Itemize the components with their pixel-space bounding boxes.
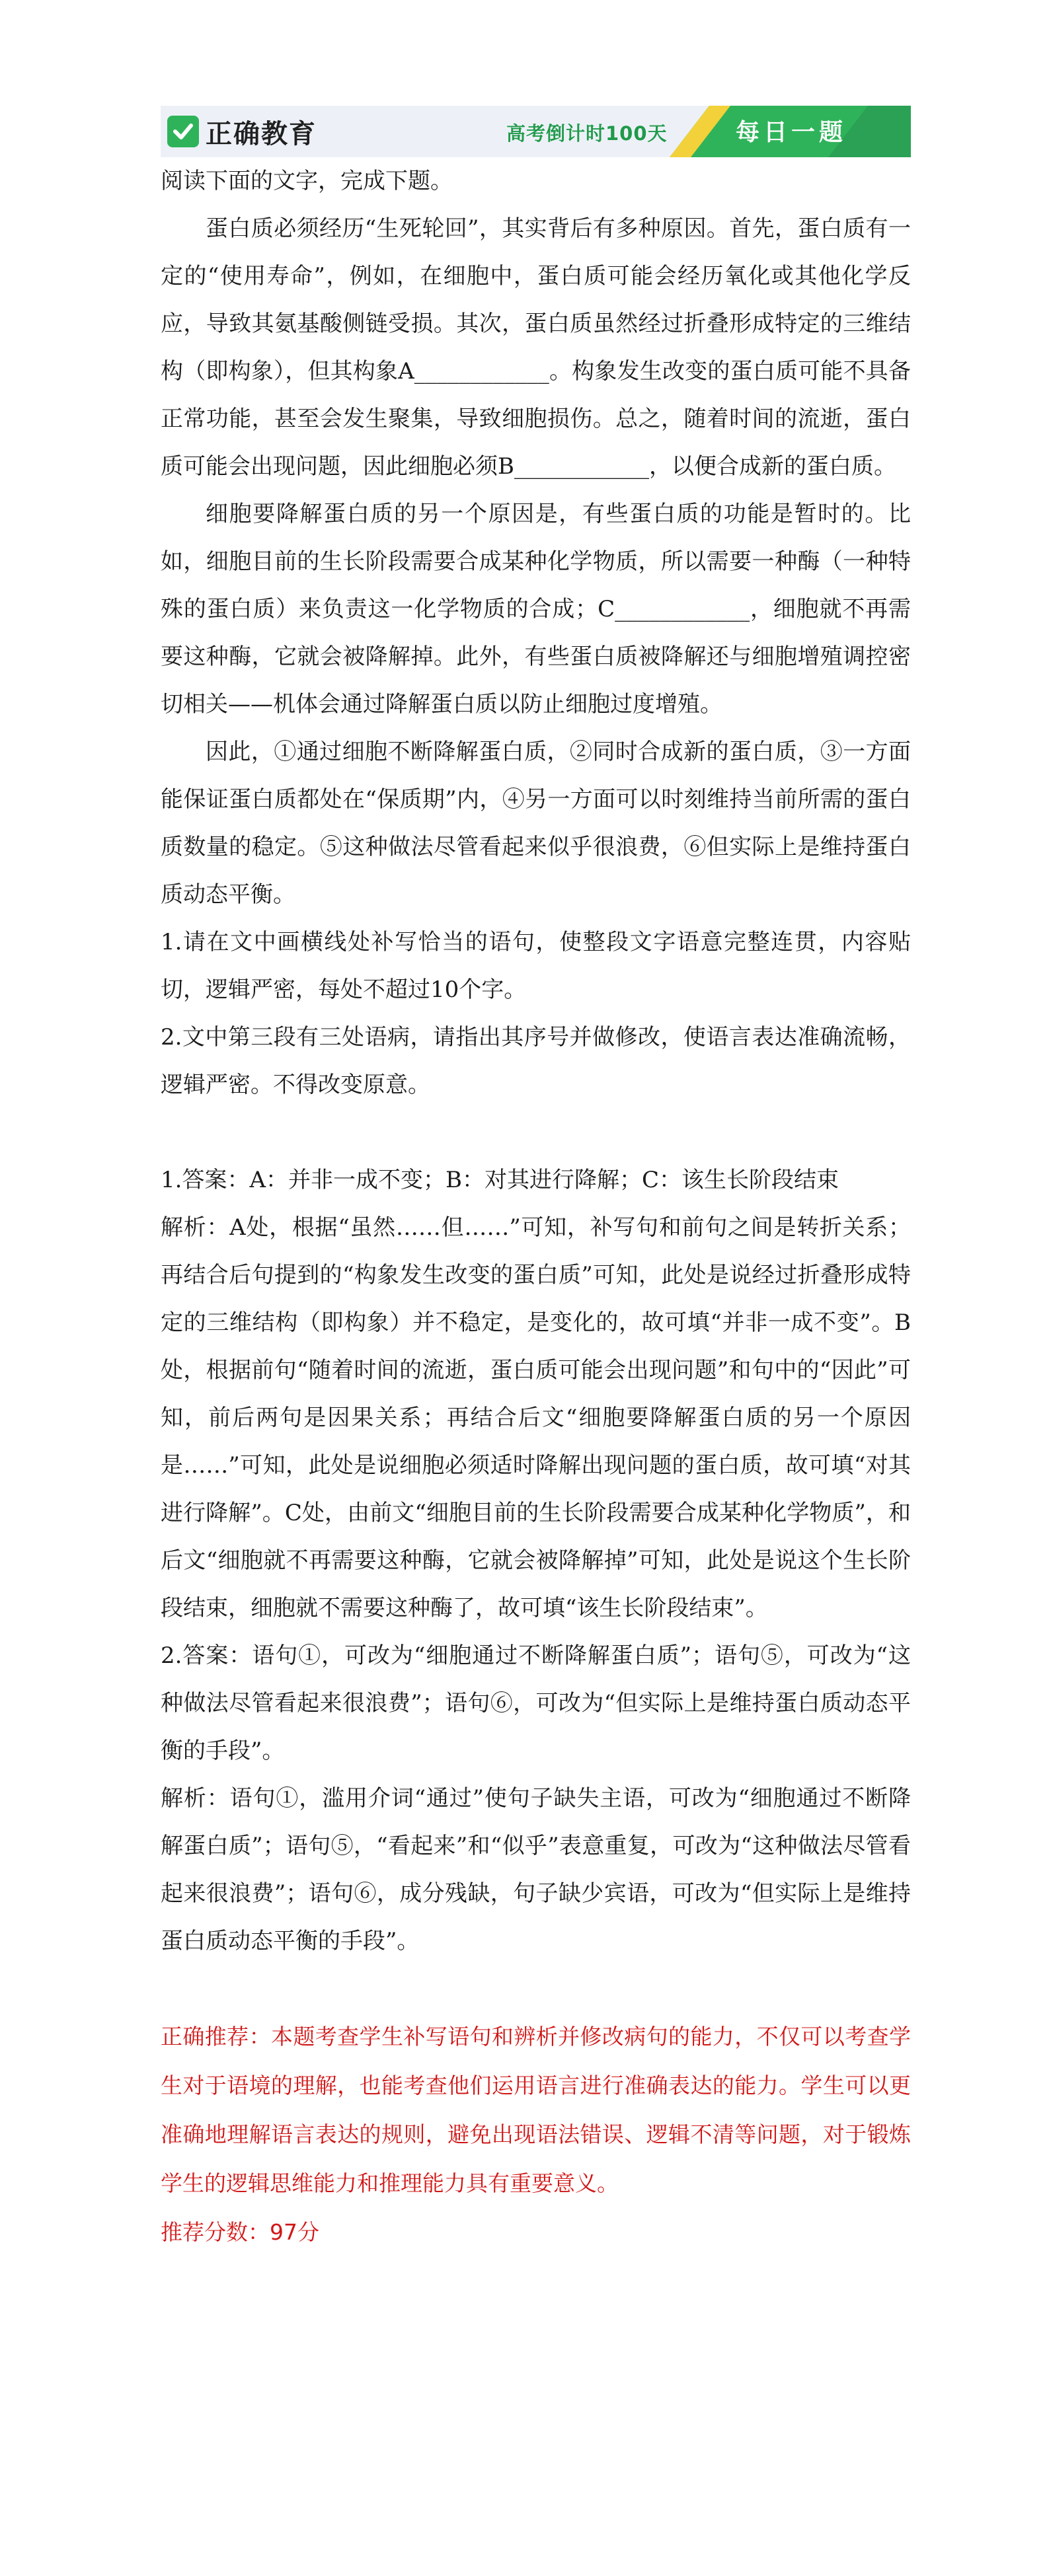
- article-content: [161, 157, 911, 2257]
- answer-1: 1.答案：A：并非一成不变；B：对其进行降解；C：该生长阶段结束: [161, 1167, 839, 1193]
- recommendation-score: 推荐分数：97分: [161, 2219, 319, 2245]
- reading-instruction: 阅读下面的文字，完成下题。: [161, 168, 453, 194]
- answer-2-analysis: 解析：语句①，滥用介词“通过”使句子缺失主语，可改为“细胞通过不断降解蛋白质”；语句⑤，“看起来”和“似乎”表意重复，可改为“这种做法尽管看起来很浪费”；语句⑥，成分残缺，句子缺少宾语，可改为“但实际上是维持蛋白质动态平衡的手段”。: [161, 1785, 911, 1954]
- passage-paragraph-3: 因此，①通过细胞不断降解蛋白质，②同时合成新的蛋白质，③一方面能保证蛋白质都处在“保质期”内，④另一方面可以时刻维持当前所需的蛋白质数量的稳定。⑤这种做法尽管看起来似乎很浪费，⑥但实际上是维持蛋白质动态平衡。: [161, 739, 911, 908]
- spacer: [161, 1109, 911, 1156]
- header-banner: [161, 106, 911, 157]
- question-1: 1.请在文中画横线处补写恰当的语句，使整段文字语意完整连贯，内容贴切，逻辑严密，每处不超过10个字。: [161, 929, 911, 1003]
- passage-paragraph-2: 细胞要降解蛋白质的另一个原因是，有些蛋白质的功能是暂时的。比如，细胞目前的生长阶段需要合成某种化学物质，所以需要一种酶（一种特殊的蛋白质）来负责这一化学物质的合成；C____________，细胞就不再需要这种酶，它就会被降解掉。此外，有些蛋白质被降解还与细胞增殖调控密切相关——机体会通过降解蛋白质以防止细胞过度增殖。: [161, 501, 911, 718]
- countdown-label: 高考倒计时100天: [506, 122, 668, 145]
- question-2: 2.文中第三段有三处语病，请指出其序号并做修改，使语言表达准确流畅，逻辑严密。不得改变原意。: [161, 1024, 911, 1098]
- checkmark-icon: [167, 116, 199, 147]
- brand-name: 正确教育: [206, 118, 317, 149]
- spacer: [161, 1965, 911, 2012]
- recommendation-text: 正确推荐：本题考查学生补写语句和辨析并修改病句的能力，不仅可以考查学生对于语境的理解，也能考查他们运用语言进行准确表达的能力。学生可以更准确地理解语言表达的规则，避免出现语法错误、逻辑不清等问题，对于锻炼学生的逻辑思维能力和推理能力具有重要意义。: [161, 2024, 911, 2196]
- answer-1-analysis: 解析：A处，根据“虽然……但……”可知，补写句和前句之间是转折关系；再结合后句提到的“构象发生改变的蛋白质”可知，此处是说经过折叠形成特定的三维结构（即构象）并不稳定，是变化的，故可填“并非一成不变”。B处，根据前句“随着时间的流逝，蛋白质可能会出现问题”和句中的“因此”可知，前后两句是因果关系；再结合后文“细胞要降解蛋白质的另一个原因是……”可知，此处是说细胞必须适时降解出现问题的蛋白质，故可填“对其进行降解”。C处，由前文“细胞目前的生长阶段需要合成某种化学物质”，和后文“细胞就不再需要这种酶，它就会被降解掉”可知，此处是说这个生长阶段结束，细胞就不需要这种酶了，故可填“该生长阶段结束”。: [161, 1214, 911, 1621]
- brand-logo: [167, 112, 317, 151]
- passage-paragraph-1: 蛋白质必须经历“生死轮回”，其实背后有多种原因。首先，蛋白质有一定的“使用寿命”，例如，在细胞中，蛋白质可能会经历氧化或其他化学反应，导致其氨基酸侧链受损。其次，蛋白质虽然经过折叠形成特定的三维结构（即构象），但其构象A____________。构象发生改变的蛋白质可能不具备正常功能，甚至会发生聚集，导致细胞损伤。总之，随着时间的流逝，蛋白质可能会出现问题，因此细胞必须B____________，以便合成新的蛋白质。: [161, 215, 911, 480]
- daily-question-label: 每日一题: [736, 119, 847, 146]
- answer-2: 2.答案：语句①，可改为“细胞通过不断降解蛋白质”；语句⑤，可改为“这种做法尽管看起来很浪费”；语句⑥，可改为“但实际上是维持蛋白质动态平衡的手段”。: [161, 1642, 911, 1764]
